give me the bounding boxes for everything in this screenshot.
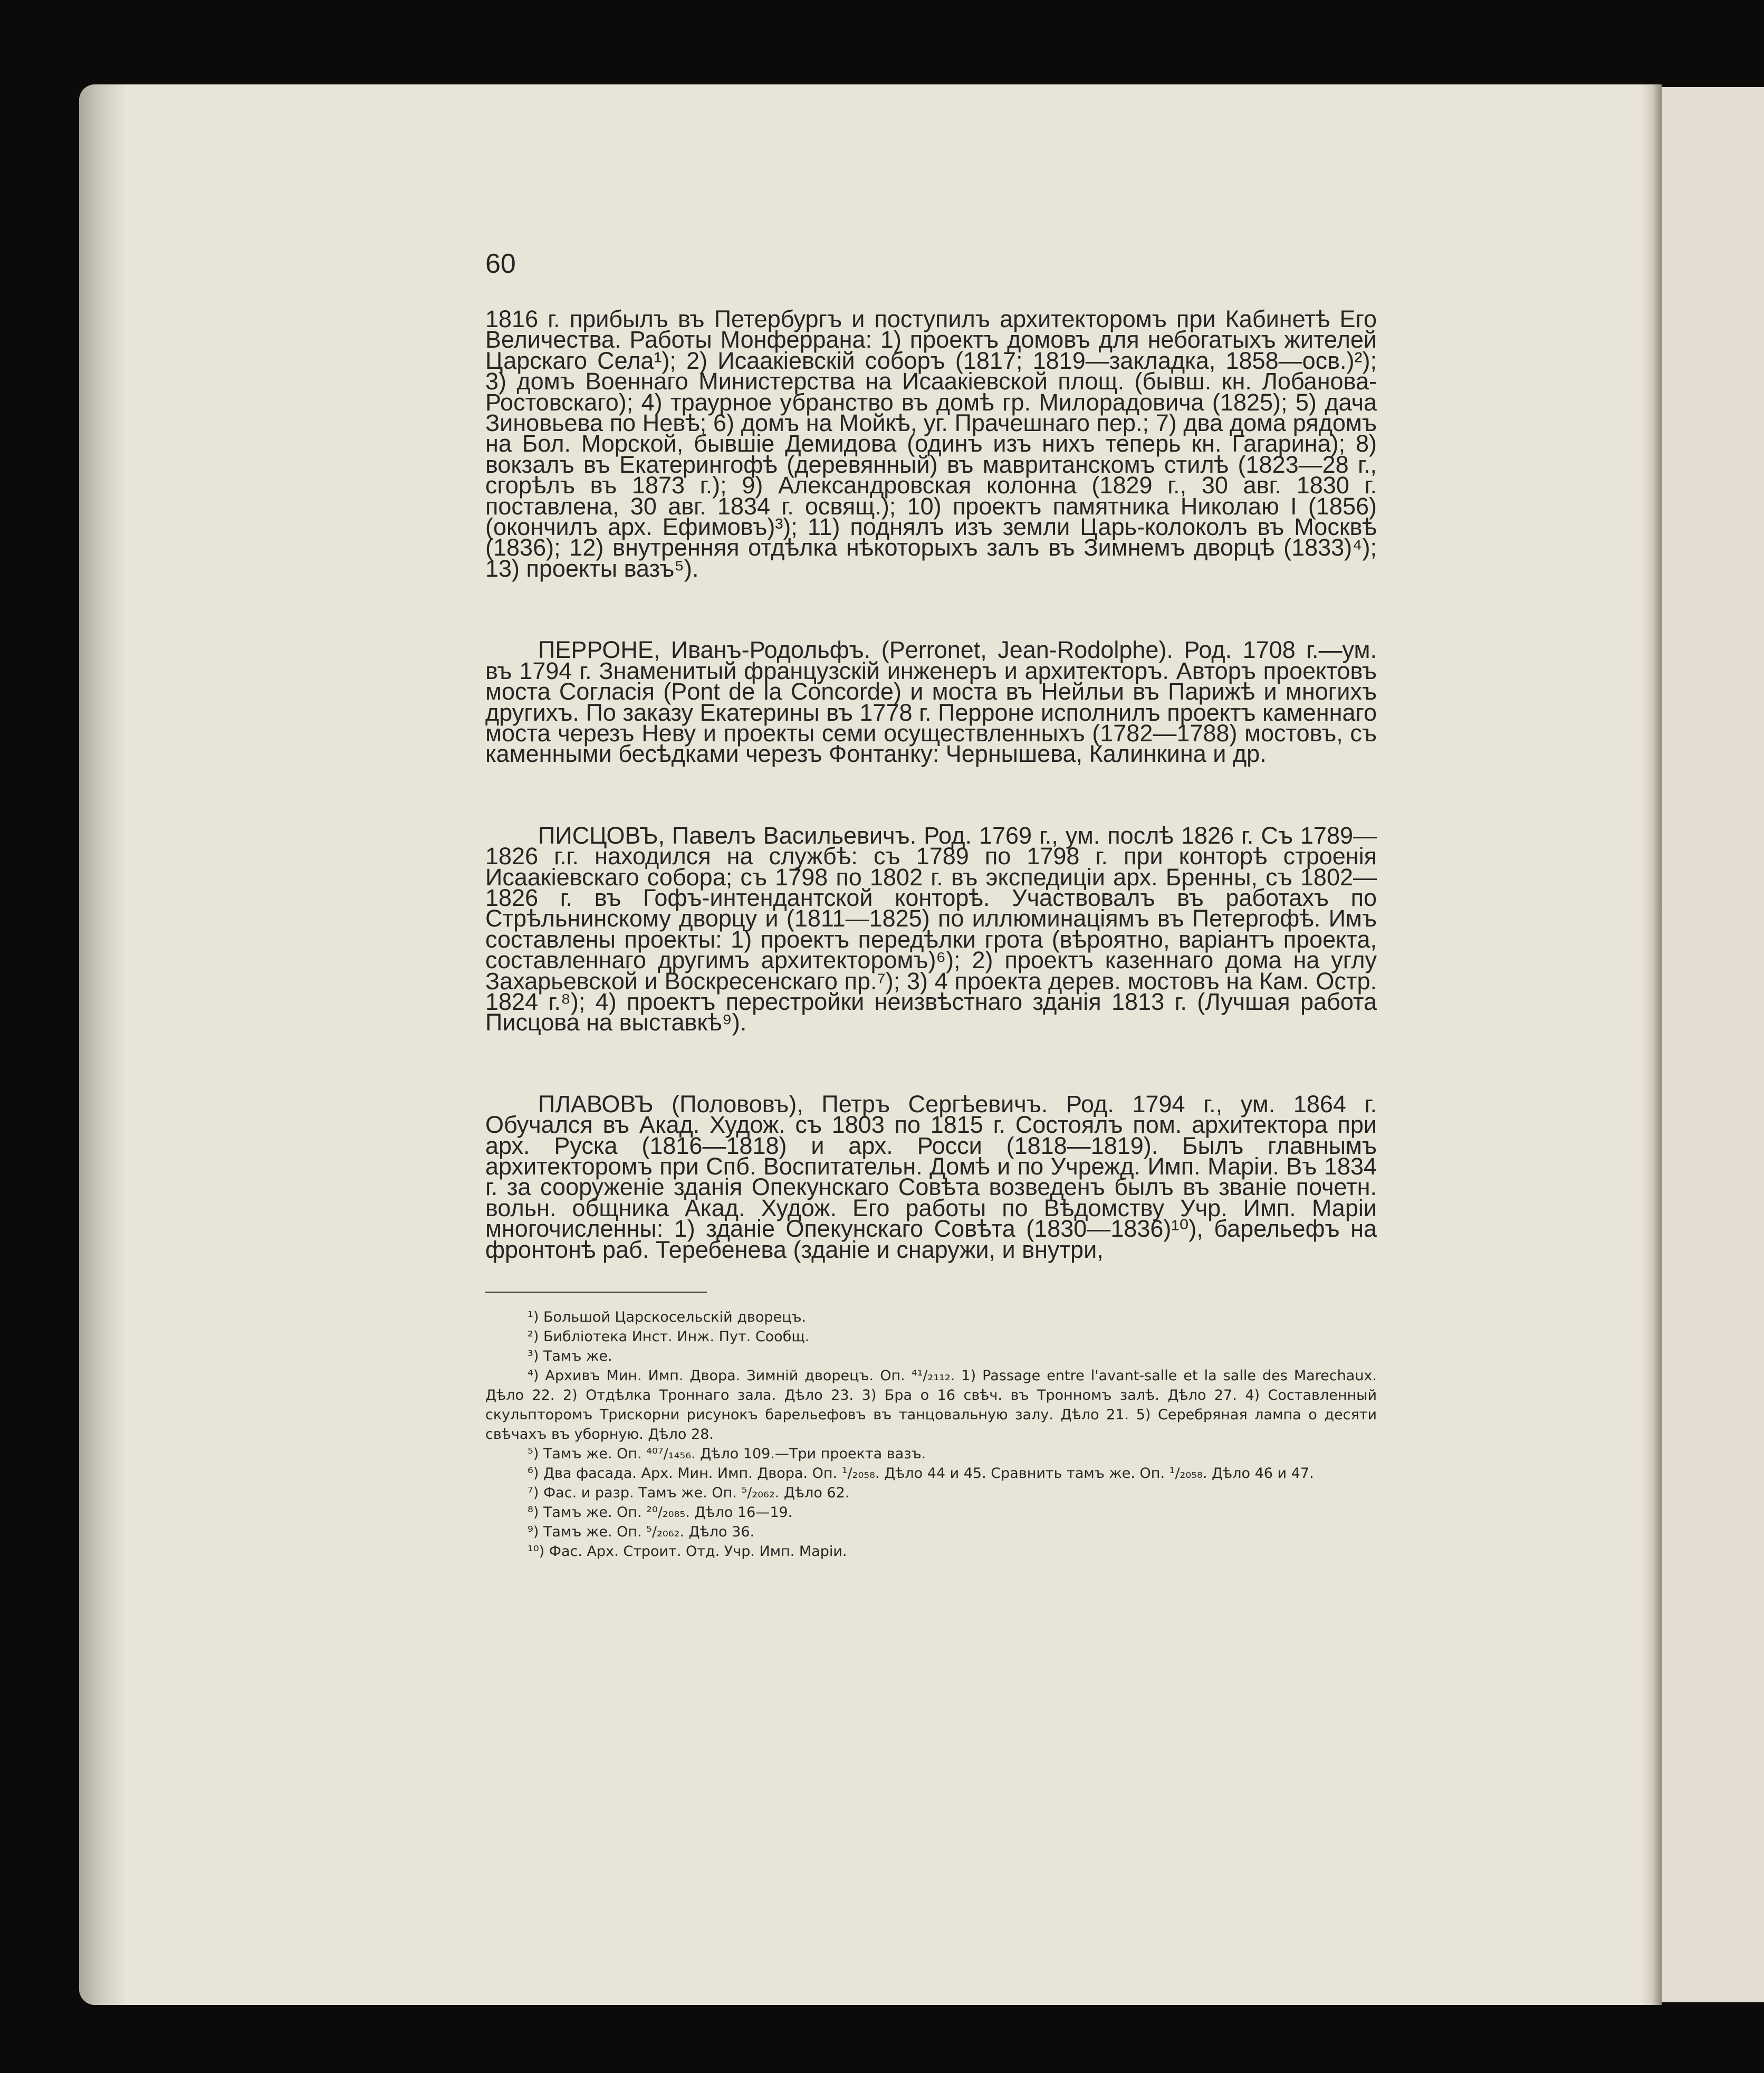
- footnote-4: ⁴) Архивъ Мин. Имп. Двора. Зимній дворецъ. Оп. ⁴¹/₂₁₁₂. 1) Passage entre l'avant-salle et la salle des Marechaux. Дѣло 22. 2) Отдѣлка Троннаго зала. Дѣло 23. 3) Бра о 16 свѣч. въ Тронномъ залѣ. Дѣло 27. 4) Составленный скульпторомъ Трискорни рисунокъ барельефовъ въ танцовальную залу. Дѣло 21. 5) Серебряная лампа о десяти свѣчахъ въ уборную. Дѣло 28.: [485, 1368, 1377, 1443]
- adjacent-page-edge: [1662, 87, 1764, 2002]
- footnote-7: ⁷) Фас. и разр. Тамъ же. Оп. ⁵/₂₀₆₂. Дѣло 62.: [528, 1485, 850, 1502]
- page-content: [485, 248, 1377, 1561]
- page-number: 60: [485, 249, 516, 279]
- footnote-6: ⁶) Два фасада. Арх. Мин. Имп. Двора. Оп. ¹/₂₀₅₈. Дѣло 44 и 45. Сравнить тамъ же. Оп. ¹/₂₀₅₈. Дѣло 46 и 47.: [528, 1465, 1314, 1482]
- footnote-2: ²) Библіотека Инст. Инж. Пут. Сообщ.: [528, 1329, 810, 1345]
- book-spine-edge: [79, 84, 127, 2005]
- entry-perrone-text: ПЕРРОНЕ, Иванъ-Родольфъ. (Perronet, Jean-Rodolphe). Род. 1708 г.—ум. въ 1794 г. Знаменитый французскій инженеръ и архитекторъ. Авторъ проектовъ моста Согласія (Pont de la Concorde) и моста въ Нейльи въ Парижѣ и многихъ другихъ. По заказу Екатерины въ 1778 г. Перроне исполнилъ проектъ каменнаго моста черезъ Неву и проекты семи осуществленныхъ (1782—1788) мостовъ, съ каменными бесѣдками черезъ Фонтанку: Чернышева, Калинкина и др.: [485, 636, 1377, 768]
- footnote-divider: [485, 1292, 707, 1293]
- entry-plavov-text: ПЛАВОВЪ (Полововъ), Петръ Сергѣевичъ. Род. 1794 г., ум. 1864 г. Обучался въ Акад. Худож. съ 1803 по 1815 г. Состоялъ пом. архитектора при арх. Руска (1816—1818) и арх. Росси (1818—1819). Былъ главнымъ архитекторомъ при Спб. Воспитательн. Домѣ и по Учрежд. Имп. Маріи. Въ 1834 г. за сооруженіе зданія Опекунскаго Совѣта возведенъ былъ въ званіе почетн. вольн. общника Акад. Худож. Его работы по Вѣдомству Учр. Имп. Маріи многочисленны: 1) зданіе Опекунскаго Совѣта (1830—1836)¹⁰), барельефъ на фронтонѣ раб. Теребенева (зданіе и снаружи, и внутри,: [485, 1090, 1377, 1263]
- footnotes: [485, 1307, 1377, 1561]
- footnote-10: ¹⁰) Фас. Арх. Строит. Отд. Учр. Имп. Маріи.: [528, 1543, 847, 1560]
- entry-pistsov: [485, 821, 1377, 1036]
- entry-plavov: [485, 1090, 1377, 1263]
- footnote-5: ⁵) Тамъ же. Оп. ⁴⁰⁷/₁₄₅₆. Дѣло 109.—Три проекта вазъ.: [528, 1446, 926, 1463]
- entry-perrone: [485, 636, 1377, 768]
- footnote-8: ⁸) Тамъ же. Оп. ²⁰/₂₀₈₅. Дѣло 16—19.: [528, 1504, 793, 1521]
- footnote-1: ¹) Большой Царскосельскій дворецъ.: [528, 1309, 807, 1326]
- footnote-3: ³) Тамъ же.: [528, 1348, 612, 1365]
- entry-pistsov-text: ПИСЦОВЪ, Павелъ Васильевичъ. Род. 1769 г., ум. послѣ 1826 г. Съ 1789—1826 г.г. находился на службѣ: съ 1789 по 1798 г. при конторѣ строенія Исаакіевскаго собора; съ 1798 по 1802 г. въ экспедиціи арх. Бренны, съ 1802—1826 г. въ Гофъ-интендантской конторѣ. Участвовалъ въ работахъ по Стрѣльнинскому дворцу и (1811—1825) по иллюминаціямъ въ Петергофѣ. Имъ составлены проекты: 1) проектъ передѣлки грота (вѣроятно, варіантъ проекта, составленнаго другимъ архитекторомъ)⁶); 2) проектъ казеннаго дома на углу Захарьевской и Воскресенскаго пр.⁷); 3) 4 проекта дерев. мостовъ на Кам. Остр. 1824 г.⁸); 4) проектъ перестройки неизвѣстнаго зданія 1813 г. (Лучшая работа Писцова на выставкѣ⁹).: [485, 821, 1377, 1036]
- intro-paragraph: 1816 г. прибылъ въ Петербургъ и поступилъ архитекторомъ при Кабинетѣ Его Величества. Работы Монферрана: 1) проектъ домовъ для небогатыхъ жителей Царскаго Села¹); 2) Исаакіевскій соборъ (1817; 1819—закладка, 1858—осв.)²); 3) домъ Военнаго Министерства на Исаакіевской площ. (бывш. кн. Лобанова-Ростовскаго); 4) траурное убранство въ домѣ гр. Милорадовича (1825); 5) дача Зиновьева по Невѣ; 6) домъ на Мойкѣ, уг. Прачешнаго пер.; 7) два дома рядомъ на Бол. Морской, бывшіе Демидова (одинъ изъ нихъ теперь кн. Гагарина); 8) вокзалъ въ Екатерингофѣ (деревянный) въ мавританскомъ стилѣ (1823—28 г., сгорѣлъ въ 1873 г.); 9) Александровская колонна (1829 г., 30 авг. 1830 г. поставлена, 30 авг. 1834 г. освящ.); 10) проектъ памятника Николаю I (1856) (окончилъ арх. Ефимовъ)³); 11) поднялъ изъ земли Царь-колоколъ въ Москвѣ (1836); 12) внутренняя отдѣлка нѣкоторыхъ залъ въ Зимнемъ дворцѣ (1833)⁴); 13) проекты вазъ⁵).: [485, 305, 1377, 582]
- page-gutter: [1641, 84, 1662, 2005]
- footnote-9: ⁹) Тамъ же. Оп. ⁵/₂₀₆₂. Дѣло 36.: [528, 1524, 755, 1541]
